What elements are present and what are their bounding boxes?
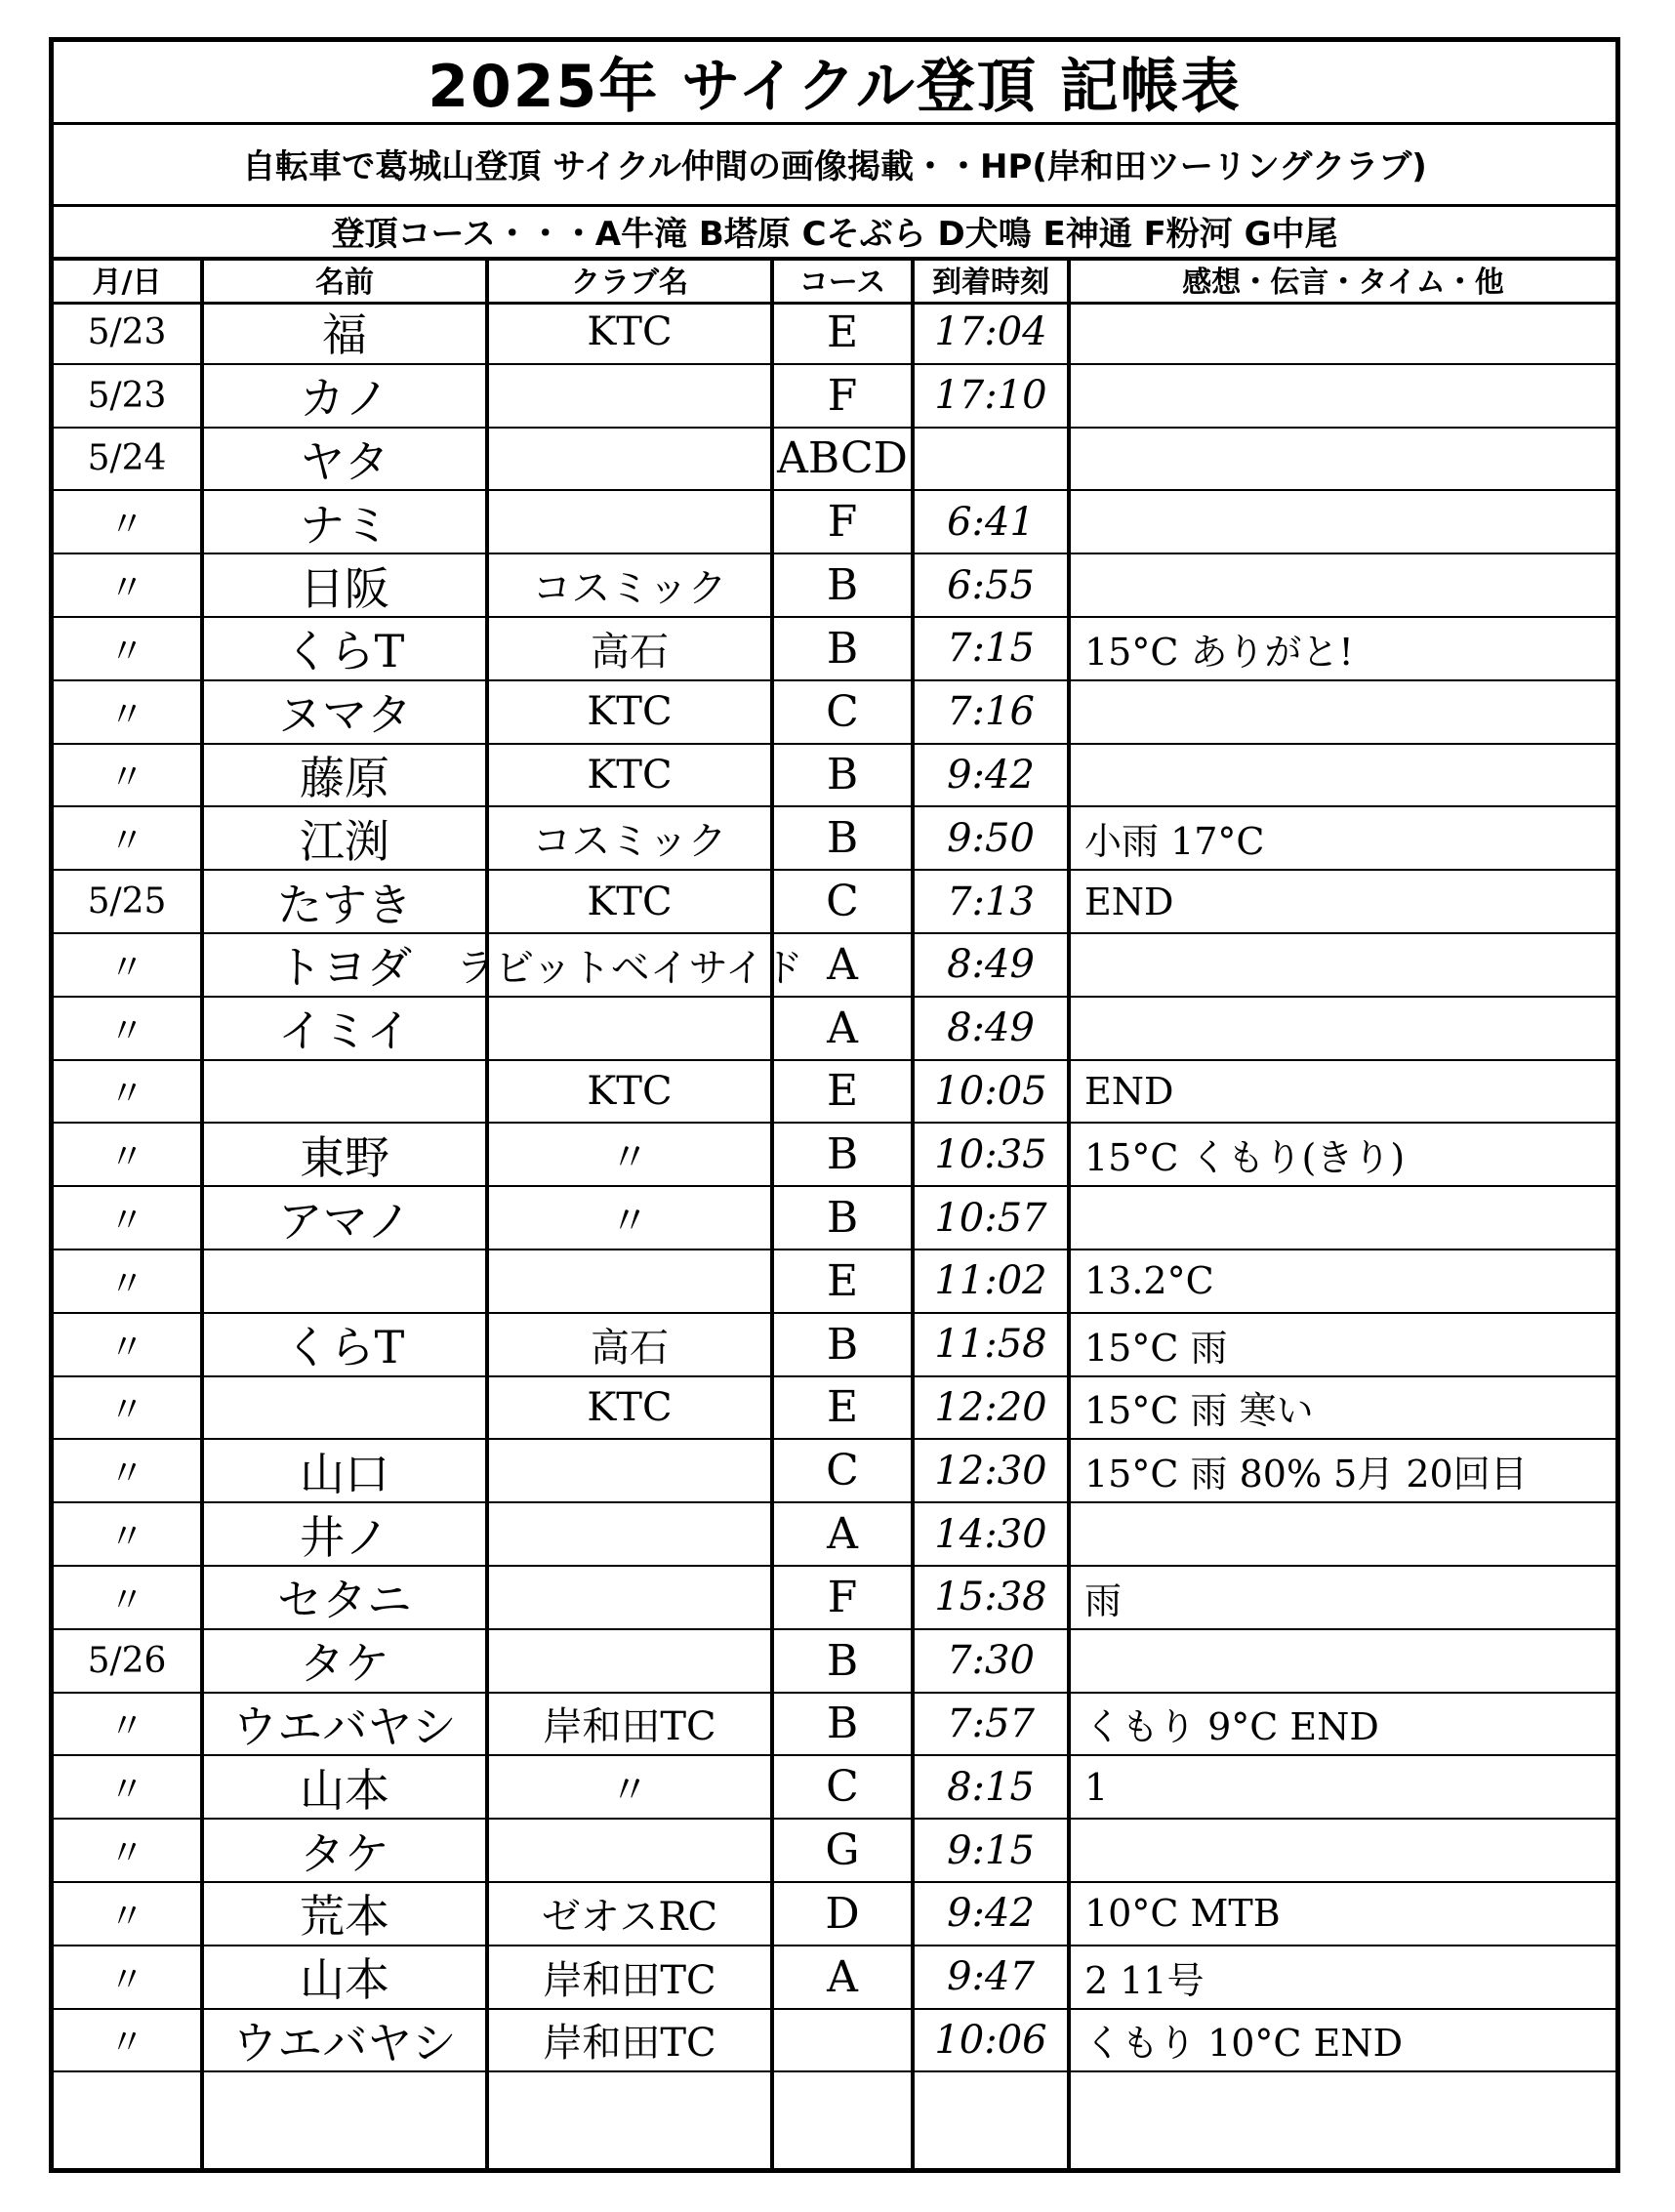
table-row bbox=[54, 1124, 1615, 1187]
time-cell: 6:55 bbox=[947, 562, 1035, 608]
column-header-name: 名前 bbox=[204, 257, 485, 305]
time-cell: 10:35 bbox=[934, 1131, 1047, 1177]
table-row bbox=[54, 998, 1615, 1061]
club-cell: 〃 bbox=[610, 1135, 649, 1181]
time-cell: 6:41 bbox=[947, 499, 1035, 545]
subtitle: 自転車で葛城山登頂 サイクル仲間の画像掲載・・HP(岸和田ツーリングクラブ) bbox=[54, 122, 1615, 207]
course-cell: B bbox=[826, 1635, 859, 1686]
name-cell bbox=[204, 1061, 485, 1123]
column-divider bbox=[911, 257, 915, 2168]
table-row bbox=[54, 681, 1615, 745]
page-title: 2025年 サイクル登頂 記帳表 bbox=[54, 42, 1615, 125]
club-cell: KTC bbox=[587, 309, 673, 355]
time-cell: 17:10 bbox=[934, 373, 1047, 419]
time-cell: 11:02 bbox=[934, 1258, 1047, 1304]
club-cell: KTC bbox=[587, 752, 673, 798]
time-cell: 7:30 bbox=[947, 1638, 1035, 1684]
table-row bbox=[54, 1694, 1615, 1757]
name-cell: 山口 bbox=[300, 1447, 389, 1500]
note-cell: END bbox=[1084, 880, 1174, 923]
course-cell: ABCD bbox=[777, 433, 908, 484]
name-cell: ヤタ bbox=[300, 435, 389, 488]
club-cell: 高石 bbox=[591, 1325, 669, 1371]
course-cell: B bbox=[826, 623, 859, 674]
club-cell bbox=[489, 1250, 770, 1312]
time-cell bbox=[915, 429, 1067, 490]
name-cell: 福 bbox=[322, 308, 367, 362]
course-cell: F bbox=[827, 370, 858, 421]
table-row bbox=[54, 1946, 1615, 2010]
table-row bbox=[54, 1503, 1615, 1567]
note-cell bbox=[1071, 1630, 1614, 1692]
note-cell bbox=[1071, 429, 1614, 490]
table-row bbox=[54, 554, 1615, 618]
name-cell: ヌマタ bbox=[277, 688, 412, 742]
course-cell: E bbox=[826, 1066, 859, 1117]
club-cell: コスミック bbox=[532, 566, 727, 612]
club-cell: KTC bbox=[587, 879, 673, 924]
course-cell: C bbox=[826, 1762, 859, 1813]
time-cell: 11:58 bbox=[934, 1322, 1047, 1368]
table-row bbox=[54, 429, 1615, 492]
date-cell: 〃 bbox=[108, 821, 144, 862]
date-cell: 〃 bbox=[108, 758, 144, 799]
note-cell bbox=[1071, 365, 1614, 427]
name-cell: 山本 bbox=[300, 1763, 389, 1817]
table-row bbox=[54, 1756, 1615, 1820]
date-cell: 〃 bbox=[108, 1137, 144, 1178]
note-cell bbox=[1071, 681, 1614, 743]
course-cell: E bbox=[826, 1255, 859, 1306]
club-cell bbox=[489, 1503, 770, 1565]
time-cell: 7:15 bbox=[947, 626, 1035, 672]
note-cell bbox=[1071, 491, 1614, 553]
time-cell: 7:16 bbox=[947, 689, 1035, 735]
time-cell: 7:13 bbox=[947, 879, 1035, 924]
course-cell: C bbox=[826, 877, 859, 927]
name-cell: 江渕 bbox=[300, 814, 389, 868]
name-cell: 山本 bbox=[300, 1953, 389, 2007]
club-cell bbox=[489, 491, 770, 553]
course-cell: B bbox=[826, 1319, 859, 1370]
club-cell: 岸和田TC bbox=[543, 1704, 716, 1750]
table-row bbox=[54, 1061, 1615, 1125]
time-cell: 10:57 bbox=[934, 1195, 1047, 1241]
time-cell: 9:42 bbox=[947, 752, 1035, 798]
name-cell: 藤原 bbox=[300, 752, 389, 804]
time-cell: 8:49 bbox=[947, 1005, 1035, 1051]
name-cell: ウエバヤシ bbox=[232, 2017, 457, 2069]
date-cell: 〃 bbox=[108, 1263, 144, 1304]
column-divider bbox=[770, 257, 774, 2168]
note-cell bbox=[1071, 934, 1614, 996]
date-cell: 〃 bbox=[108, 505, 144, 546]
date-cell: 〃 bbox=[108, 1770, 144, 1811]
date-cell: 〃 bbox=[108, 1010, 144, 1051]
name-cell: くらT bbox=[284, 1321, 405, 1374]
time-cell: 9:42 bbox=[947, 1891, 1035, 1937]
note-cell bbox=[1071, 302, 1614, 363]
name-cell: カノ bbox=[300, 372, 389, 426]
name-cell: トヨダ bbox=[277, 941, 412, 995]
column-divider bbox=[1067, 257, 1071, 2168]
time-cell: 17:04 bbox=[934, 309, 1047, 355]
date-cell: 〃 bbox=[108, 1706, 144, 1747]
date-cell: 〃 bbox=[108, 1579, 144, 1620]
date-cell: 5/26 bbox=[87, 1640, 167, 1681]
time-cell: 12:30 bbox=[934, 1448, 1047, 1494]
time-cell: 9:15 bbox=[947, 1827, 1035, 1873]
club-cell: ラビットベイサイド bbox=[456, 945, 803, 991]
column-header-time: 到着時刻 bbox=[915, 257, 1067, 305]
club-cell: 高石 bbox=[591, 629, 669, 675]
course-cell: E bbox=[826, 1382, 859, 1433]
table-row bbox=[54, 1567, 1615, 1630]
note-cell: 15°C くもり(きり) bbox=[1084, 1136, 1406, 1180]
column-divider bbox=[485, 257, 489, 2168]
table-row bbox=[54, 1820, 1615, 1883]
column-header-note: 感想・伝言・タイム・他 bbox=[1071, 257, 1615, 305]
club-cell: KTC bbox=[587, 1384, 673, 1430]
club-cell: コスミック bbox=[532, 819, 727, 865]
table-row bbox=[54, 302, 1615, 365]
date-cell: 5/23 bbox=[87, 375, 167, 416]
club-cell bbox=[489, 1440, 770, 1501]
note-cell: 15°C ありがと! bbox=[1084, 630, 1354, 674]
name-cell bbox=[204, 1377, 485, 1439]
club-cell: 岸和田TC bbox=[543, 1957, 716, 2003]
course-cell: B bbox=[826, 560, 859, 611]
time-cell: 7:57 bbox=[947, 1700, 1035, 1746]
date-cell: 〃 bbox=[108, 631, 144, 672]
name-cell: セタニ bbox=[277, 1574, 412, 1627]
name-cell: アマノ bbox=[277, 1194, 412, 1248]
table-row bbox=[54, 1440, 1615, 1503]
note-cell bbox=[1071, 998, 1614, 1059]
column-header-course: コース bbox=[774, 257, 911, 305]
table-row bbox=[54, 2010, 1615, 2073]
course-cell: G bbox=[825, 1825, 860, 1876]
table-row bbox=[54, 1187, 1615, 1250]
note-cell: くもり 9°C END bbox=[1084, 1705, 1379, 1749]
course-cell: B bbox=[826, 813, 859, 864]
club-cell bbox=[489, 429, 770, 490]
note-cell bbox=[1071, 1187, 1614, 1249]
name-cell bbox=[204, 1250, 485, 1312]
club-cell: KTC bbox=[587, 1068, 673, 1114]
course-cell: A bbox=[827, 1509, 858, 1560]
column-header-date: 月/日 bbox=[54, 257, 200, 305]
club-cell bbox=[489, 1567, 770, 1628]
name-cell: ナミ bbox=[300, 498, 389, 552]
table-row bbox=[54, 934, 1615, 998]
name-cell: くらT bbox=[284, 625, 405, 678]
log-sheet bbox=[49, 37, 1620, 2173]
note-cell: 10°C MTB bbox=[1084, 1892, 1281, 1936]
date-cell: 〃 bbox=[108, 1074, 144, 1115]
table-row bbox=[54, 1630, 1615, 1694]
course-cell: F bbox=[827, 1572, 858, 1622]
date-cell: 〃 bbox=[108, 1833, 144, 1874]
table-row bbox=[54, 618, 1615, 681]
date-cell: 〃 bbox=[108, 1327, 144, 1368]
note-cell: END bbox=[1084, 1069, 1174, 1113]
note-cell: 1 bbox=[1084, 1765, 1109, 1809]
course-cell: E bbox=[826, 307, 859, 357]
name-cell: 東野 bbox=[300, 1130, 389, 1184]
course-cell: B bbox=[826, 1129, 859, 1180]
note-cell bbox=[1071, 745, 1614, 806]
note-cell: 15°C 雨 bbox=[1084, 1326, 1228, 1370]
time-cell: 10:06 bbox=[934, 2017, 1047, 2063]
table-row bbox=[54, 1314, 1615, 1377]
time-cell: 12:20 bbox=[934, 1384, 1047, 1430]
table-row bbox=[54, 1883, 1615, 1946]
club-cell: ゼオスRC bbox=[541, 1894, 718, 1940]
date-cell: 〃 bbox=[108, 568, 144, 609]
log-table bbox=[54, 257, 1615, 2168]
name-cell: タケ bbox=[300, 1637, 389, 1691]
note-cell: 15°C 雨 寒い bbox=[1084, 1389, 1314, 1433]
course-cell: B bbox=[826, 1699, 859, 1749]
course-cell bbox=[774, 2010, 911, 2071]
table-row bbox=[54, 365, 1615, 429]
note-cell bbox=[1071, 554, 1614, 616]
column-divider bbox=[200, 257, 204, 2168]
date-cell: 5/25 bbox=[87, 881, 167, 922]
date-cell: 〃 bbox=[108, 1517, 144, 1558]
name-cell: たすき bbox=[277, 878, 412, 931]
note-cell bbox=[1071, 1820, 1614, 1881]
time-cell: 10:05 bbox=[934, 1068, 1047, 1114]
course-cell: C bbox=[826, 1446, 859, 1496]
date-cell: 〃 bbox=[108, 2023, 144, 2064]
course-legend: 登頂コース・・・A牛滝 B塔原 Cそぶら D犬鳴 E神通 F粉河 G中尾 bbox=[54, 204, 1615, 261]
note-cell: くもり 10°C END bbox=[1084, 2022, 1404, 2066]
date-cell: 〃 bbox=[108, 1390, 144, 1431]
date-cell: 〃 bbox=[108, 694, 144, 735]
name-cell: 井ノ bbox=[300, 1510, 389, 1564]
time-cell: 8:49 bbox=[947, 942, 1035, 988]
date-cell: 〃 bbox=[108, 1454, 144, 1495]
club-cell: KTC bbox=[587, 689, 673, 735]
club-cell: 岸和田TC bbox=[543, 2021, 716, 2067]
club-cell bbox=[489, 998, 770, 1059]
course-cell: A bbox=[827, 939, 858, 990]
name-cell: 荒本 bbox=[300, 1890, 389, 1944]
note-cell: 雨 bbox=[1084, 1578, 1123, 1622]
course-cell: D bbox=[825, 1888, 860, 1939]
club-cell bbox=[489, 1630, 770, 1692]
note-cell: 15°C 雨 80% 5月 20回目 bbox=[1084, 1453, 1528, 1496]
course-cell: C bbox=[826, 686, 859, 737]
table-row bbox=[54, 807, 1615, 871]
course-cell: B bbox=[826, 1193, 859, 1244]
column-header-club: クラブ名 bbox=[489, 257, 770, 305]
date-cell: 〃 bbox=[108, 1201, 144, 1242]
note-cell: 2 11号 bbox=[1084, 1958, 1205, 2002]
name-cell: 日阪 bbox=[300, 561, 389, 615]
date-cell: 〃 bbox=[108, 1896, 144, 1937]
note-cell: 小雨 17°C bbox=[1084, 820, 1265, 864]
course-cell: B bbox=[826, 750, 859, 800]
course-cell: A bbox=[827, 1003, 858, 1053]
note-cell bbox=[1071, 1503, 1614, 1565]
course-cell: A bbox=[827, 1951, 858, 2002]
time-cell: 15:38 bbox=[934, 1575, 1047, 1620]
name-cell: イミイ bbox=[277, 1004, 412, 1058]
date-cell: 5/24 bbox=[87, 438, 167, 479]
club-cell bbox=[489, 1820, 770, 1881]
table-row bbox=[54, 871, 1615, 934]
table-row bbox=[54, 1377, 1615, 1441]
club-cell: 〃 bbox=[610, 1199, 649, 1245]
name-cell: ウエバヤシ bbox=[232, 1700, 457, 1753]
date-cell: 5/23 bbox=[87, 311, 167, 352]
table-row bbox=[54, 491, 1615, 554]
time-cell: 9:47 bbox=[947, 1954, 1035, 2000]
note-cell: 13.2°C bbox=[1084, 1259, 1214, 1303]
club-cell: 〃 bbox=[610, 1768, 649, 1814]
date-cell: 〃 bbox=[108, 947, 144, 988]
club-cell bbox=[489, 365, 770, 427]
name-cell: タケ bbox=[300, 1826, 389, 1880]
table-row bbox=[54, 1250, 1615, 1314]
time-cell: 8:15 bbox=[947, 1764, 1035, 1810]
date-cell: 〃 bbox=[108, 1959, 144, 2000]
time-cell: 9:50 bbox=[947, 815, 1035, 861]
time-cell: 14:30 bbox=[934, 1511, 1047, 1557]
table-row bbox=[54, 745, 1615, 808]
course-cell: F bbox=[827, 497, 858, 548]
